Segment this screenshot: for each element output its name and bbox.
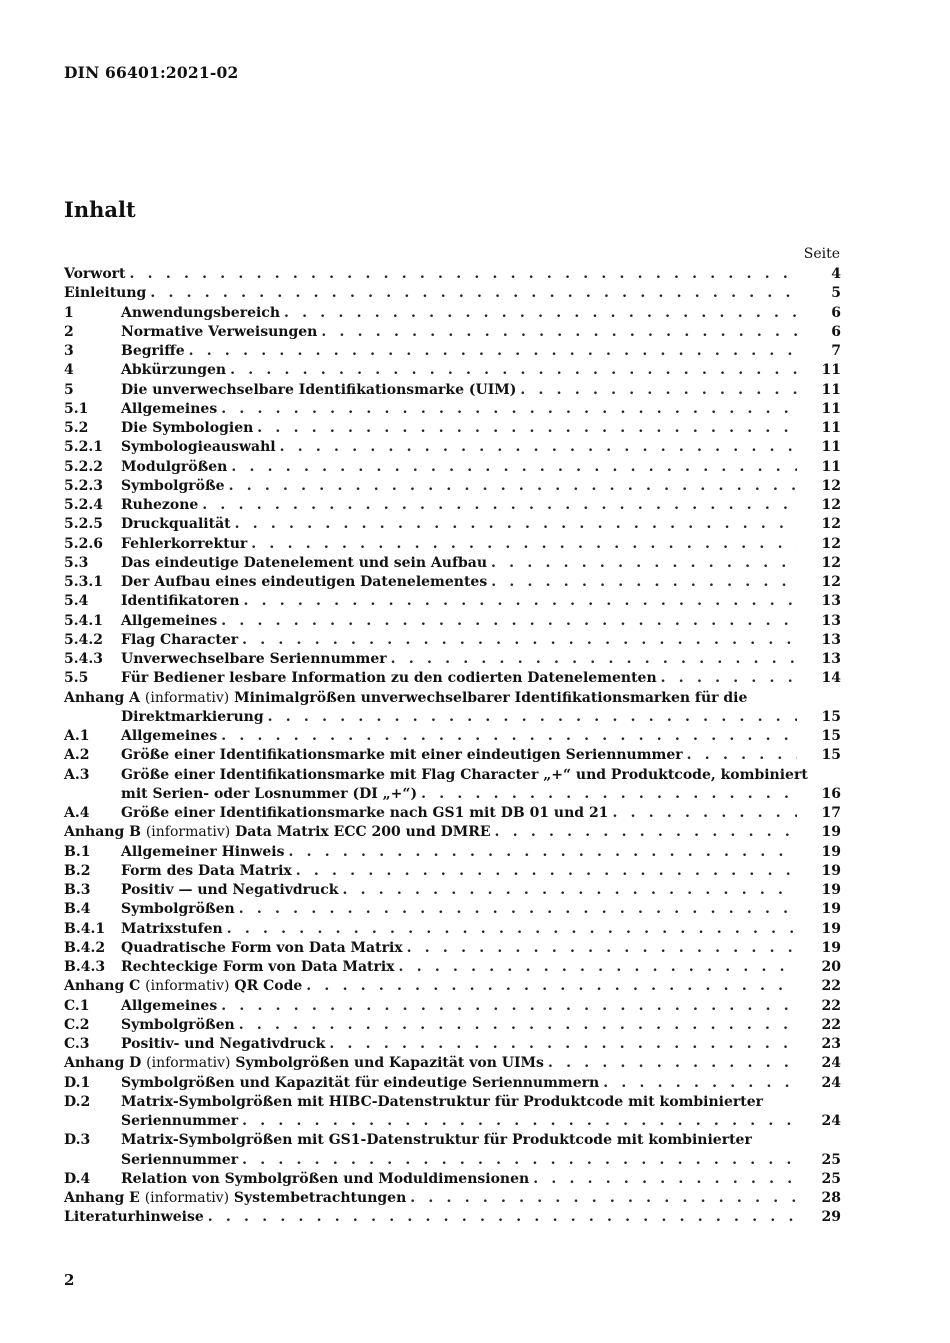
toc-entry-page: 19 [821, 939, 841, 956]
toc-entry-page: 11 [821, 439, 841, 456]
dot-leader [221, 997, 797, 1016]
toc-entry-page: 13 [821, 631, 841, 648]
toc-entry[interactable] [64, 1016, 841, 1035]
toc-entry-number: D.3 [64, 1132, 91, 1149]
dot-leader [661, 669, 797, 688]
dot-leader [284, 304, 797, 323]
toc-entry[interactable] [64, 650, 841, 669]
toc-entry-number: 5.2.6 [64, 535, 103, 552]
toc-entry[interactable] [64, 669, 841, 688]
toc-entry-page: 19 [821, 862, 841, 879]
toc-entry-page: 19 [821, 824, 841, 841]
toc-entry[interactable] [64, 1208, 841, 1227]
toc-entry-page: 23 [821, 1036, 841, 1052]
dot-leader [520, 381, 797, 400]
toc-entry-number: 5.4.3 [64, 651, 103, 667]
toc-entry[interactable] [64, 361, 841, 380]
toc-entry-title: Direktmarkierung [121, 708, 264, 725]
annex-label: Anhang B [64, 824, 141, 841]
toc-entry-number: D.4 [64, 1170, 91, 1187]
page-column-header: Seite [803, 246, 840, 262]
toc-entry-title: Normative Verweisungen [121, 323, 318, 340]
toc-entry-title: Relation von Symbolgrößen und Moduldimensionen [121, 1170, 530, 1187]
toc-entry-number: A.3 [64, 766, 90, 783]
toc-entry[interactable] [64, 689, 841, 728]
toc-entry-title: Flag Character [121, 631, 239, 648]
toc-entry-title: Abkürzungen [121, 362, 227, 379]
toc-entry[interactable] [64, 727, 841, 746]
toc-entry[interactable] [64, 862, 841, 881]
toc-entry-page: 13 [821, 651, 841, 667]
dot-leader [242, 631, 797, 650]
toc-entry[interactable] [64, 1054, 841, 1073]
toc-entry-title: Größe einer Identifikationsmarke mit Flag Character „+“ und Produktcode, kombiniert [121, 766, 808, 783]
toc-entry-title: Systembetrachtungen [233, 1190, 407, 1206]
toc-entry-title: Unverwechselbare Seriennummer [121, 651, 387, 667]
toc-entry[interactable] [64, 342, 841, 361]
dot-leader [239, 900, 797, 919]
toc-entry-title: Seriennummer [121, 1113, 239, 1129]
dot-leader [130, 265, 797, 284]
toc-entry[interactable] [64, 631, 841, 650]
toc-entry[interactable] [64, 977, 841, 996]
toc-entry[interactable] [64, 381, 841, 400]
dot-leader [251, 535, 797, 554]
toc-entry[interactable] [64, 438, 841, 457]
dot-leader [612, 804, 797, 823]
toc-entry-title: QR Code [234, 978, 303, 995]
toc-entry-page: 12 [821, 535, 841, 552]
toc-entry[interactable] [64, 304, 841, 323]
toc-entry-title: Allgemeines [121, 997, 218, 1014]
toc-entry-number: 5 [64, 381, 74, 398]
toc-entry[interactable] [64, 1170, 841, 1189]
toc-entry[interactable] [64, 1131, 841, 1170]
toc-entry-title: Allgemeines [121, 728, 218, 744]
toc-entry-number: C.2 [64, 1016, 90, 1033]
toc-entry-page: 22 [821, 997, 841, 1014]
toc-entry-number: C.1 [64, 997, 90, 1014]
toc-entry[interactable] [64, 1035, 841, 1054]
toc-entry-page: 17 [821, 805, 841, 821]
toc-entry-page: 19 [821, 843, 841, 860]
dot-leader [342, 881, 797, 900]
toc-entry[interactable] [64, 939, 841, 958]
toc-entry-title: Anwendungsbereich [121, 304, 280, 321]
toc-entry-page: 29 [821, 1209, 841, 1226]
dot-leader [221, 612, 797, 631]
dot-leader [306, 977, 797, 996]
toc-title: Inhalt [64, 197, 136, 222]
dot-leader [242, 1112, 797, 1131]
dot-leader [235, 515, 797, 534]
toc-entry[interactable] [64, 843, 841, 862]
toc-entry-number: 5.3 [64, 554, 89, 571]
toc-entry-page: 24 [821, 1074, 841, 1091]
toc-entry-title: Allgemeines [121, 612, 218, 629]
toc-entry[interactable] [64, 400, 841, 419]
toc-entry-page: 15 [821, 708, 841, 725]
toc-entry-page: 24 [821, 1113, 841, 1129]
toc-entry-page: 11 [821, 400, 841, 417]
toc-entry[interactable] [64, 766, 841, 805]
annex-label: Anhang D [64, 1055, 142, 1072]
toc-entry[interactable] [64, 496, 841, 515]
toc-entry-number: B.2 [64, 862, 91, 879]
annex-type: (informativ) [146, 1055, 231, 1072]
toc-entry-number: 5.2.3 [64, 477, 103, 494]
toc-entry-title: Die Symbologien [121, 420, 254, 436]
toc-entry-title: Allgemeines [121, 400, 218, 417]
annex-type: (informativ) [145, 824, 231, 841]
toc-entry-page: 16 [821, 785, 841, 802]
toc-entry-number: 4 [64, 362, 74, 379]
toc-entry-page: 20 [821, 959, 841, 975]
dot-leader [221, 400, 797, 419]
toc-entry-page: 4 [831, 266, 841, 282]
dot-leader [230, 361, 797, 380]
toc-entry[interactable] [64, 284, 841, 303]
toc-entry-page: 22 [821, 978, 841, 995]
toc-entry-title: Einleitung [64, 285, 147, 302]
toc-entry-page: 11 [821, 458, 841, 475]
toc-entry-page: 19 [821, 920, 841, 937]
dot-leader [202, 496, 797, 515]
toc-entry-title: Matrixstufen [121, 920, 223, 937]
dot-leader [687, 746, 797, 765]
dot-leader [329, 1035, 797, 1054]
toc-entry-title: Data Matrix ECC 200 und DMRE [235, 824, 491, 841]
toc-entry-number: D.2 [64, 1093, 91, 1110]
table-of-contents [64, 265, 841, 1228]
toc-entry-number: B.4.2 [64, 939, 106, 956]
dot-leader [421, 785, 797, 804]
annex-label: Anhang A [64, 689, 140, 706]
toc-entry[interactable] [64, 323, 841, 342]
dot-leader [399, 958, 797, 977]
toc-entry[interactable] [64, 823, 841, 842]
toc-entry-title: Symbolgrößen [121, 1016, 235, 1033]
dot-leader [296, 862, 797, 881]
toc-entry-title: Form des Data Matrix [121, 862, 292, 879]
dot-leader [227, 920, 797, 939]
toc-entry[interactable] [64, 535, 841, 554]
toc-entry[interactable] [64, 515, 841, 534]
toc-entry-title: Symbolgröße [121, 477, 225, 494]
toc-entry-number: 1 [64, 304, 74, 321]
toc-entry-number: 5.3.1 [64, 574, 103, 590]
toc-entry-title: Identifikatoren [121, 593, 240, 610]
toc-entry[interactable] [64, 746, 841, 765]
dot-leader [242, 1151, 797, 1170]
dot-leader [231, 458, 797, 477]
annex-label: Anhang C [64, 978, 141, 995]
dot-leader [321, 323, 797, 342]
toc-entry[interactable] [64, 958, 841, 977]
toc-entry[interactable] [64, 573, 841, 592]
document-id: DIN 66401:2021-02 [64, 63, 239, 82]
toc-entry-title: Positiv — und Negativdruck [121, 882, 339, 898]
toc-entry-page: 13 [821, 612, 841, 629]
toc-entry-number: 5.4 [64, 593, 89, 610]
toc-entry-page: 12 [821, 477, 841, 494]
toc-entry-number: C.3 [64, 1036, 90, 1052]
dot-leader [243, 592, 797, 611]
toc-entry[interactable] [64, 419, 841, 438]
toc-entry[interactable] [64, 265, 841, 284]
dot-leader [257, 419, 797, 438]
toc-entry[interactable] [64, 1093, 841, 1132]
toc-entry-number: A.1 [64, 728, 90, 744]
toc-entry[interactable] [64, 900, 841, 919]
annex-label: Anhang E [64, 1190, 140, 1206]
dot-leader [208, 1208, 797, 1227]
toc-entry-page: 6 [831, 304, 841, 321]
dot-leader [268, 708, 797, 727]
toc-entry-title: Ruhezone [121, 497, 199, 513]
toc-entry-title: Begriffe [121, 343, 185, 359]
toc-entry[interactable] [64, 458, 841, 477]
toc-entry-number: 5.2.1 [64, 439, 103, 456]
dot-leader [280, 438, 797, 457]
dot-leader [288, 843, 797, 862]
toc-entry-page: 12 [821, 516, 841, 533]
toc-entry-title: Seriennummer [121, 1151, 239, 1168]
toc-entry-title: Fehlerkorrektur [121, 535, 248, 552]
annex-type: (informativ) [144, 1190, 230, 1206]
toc-entry-page: 19 [821, 882, 841, 898]
toc-entry-title: Symbolgrößen [121, 901, 235, 918]
toc-entry[interactable] [64, 1189, 841, 1208]
dot-leader [491, 554, 797, 573]
toc-entry-page: 14 [821, 670, 841, 687]
toc-entry-number: 2 [64, 323, 74, 340]
toc-entry-title: Symbologieauswahl [121, 439, 276, 456]
toc-entry-page: 24 [821, 1055, 841, 1072]
toc-entry-number: 5.4.2 [64, 631, 103, 648]
dot-leader [548, 1054, 797, 1073]
toc-entry-number: A.4 [64, 805, 90, 821]
toc-entry-number: B.4 [64, 901, 91, 918]
toc-entry-number: 5.2.2 [64, 458, 103, 475]
toc-entry-title: Modulgrößen [121, 458, 228, 475]
dot-leader [495, 823, 797, 842]
toc-entry[interactable] [64, 477, 841, 496]
toc-entry-number: 5.1 [64, 400, 89, 417]
toc-entry[interactable] [64, 554, 841, 573]
toc-entry-page: 15 [821, 747, 841, 764]
toc-entry-number: 5.2.4 [64, 497, 103, 513]
toc-entry[interactable] [64, 804, 841, 823]
toc-entry-number: A.2 [64, 747, 90, 764]
toc-entry-title: Literaturhinweise [64, 1209, 204, 1226]
dot-leader [189, 342, 797, 361]
toc-entry[interactable] [64, 881, 841, 900]
toc-entry[interactable] [64, 920, 841, 939]
toc-entry[interactable] [64, 612, 841, 631]
toc-entry-number: 3 [64, 343, 74, 359]
toc-entry-number: B.1 [64, 843, 91, 860]
annex-type: (informativ) [144, 689, 230, 706]
toc-entry-number: 5.2 [64, 420, 89, 436]
toc-entry-title: Druckqualität [121, 516, 231, 533]
toc-entry-page: 28 [821, 1190, 841, 1206]
toc-entry-page: 7 [831, 343, 841, 359]
toc-entry[interactable] [64, 997, 841, 1016]
toc-entry-page: 12 [821, 574, 841, 590]
toc-entry-title: Quadratische Form von Data Matrix [121, 939, 403, 956]
dot-leader [533, 1170, 797, 1189]
toc-entry-number: 5.5 [64, 670, 89, 687]
toc-entry-title: Matrix-Symbolgrößen mit HIBC-Datenstruktur für Produktcode mit kombinierter [121, 1093, 764, 1110]
page-number: 2 [64, 1271, 75, 1289]
toc-entry-title: Matrix-Symbolgrößen mit GS1-Datenstruktur für Produktcode mit kombinierter [121, 1132, 752, 1149]
toc-entry-page: 12 [821, 497, 841, 513]
toc-entry[interactable] [64, 1074, 841, 1093]
toc-entry-page: 6 [831, 323, 841, 340]
toc-entry-title: Größe einer Identifikationsmarke nach GS1 mit DB 01 und 21 [121, 805, 609, 821]
dot-leader [407, 939, 797, 958]
dot-leader [491, 573, 797, 592]
toc-entry-title: Symbolgrößen und Kapazität von UIMs [235, 1055, 544, 1072]
toc-entry-title: Vorwort [64, 266, 126, 282]
toc-entry-page: 11 [821, 362, 841, 379]
toc-entry-title: Größe einer Identifikationsmarke mit einer eindeutigen Seriennummer [121, 747, 683, 764]
toc-entry-page: 12 [821, 554, 841, 571]
toc-entry-page: 25 [821, 1170, 841, 1187]
toc-entry-title: Symbolgrößen und Kapazität für eindeutige Seriennummern [121, 1074, 600, 1091]
toc-entry-page: 13 [821, 593, 841, 610]
toc-entry-title: Das eindeutige Datenelement und sein Aufbau [121, 554, 488, 571]
toc-entry[interactable] [64, 592, 841, 611]
toc-entry-page: 25 [821, 1151, 841, 1168]
toc-entry-title: Die unverwechselbare Identifikationsmarke (UIM) [121, 381, 517, 398]
dot-leader [229, 477, 797, 496]
toc-entry-page: 19 [821, 901, 841, 918]
dot-leader [221, 727, 797, 746]
dot-leader [391, 650, 797, 669]
toc-entry-title: Der Aufbau eines eindeutigen Datenelementes [121, 574, 488, 590]
annex-type: (informativ) [145, 978, 230, 995]
toc-entry-page: 11 [821, 420, 841, 436]
toc-entry-title: Allgemeiner Hinweis [121, 843, 285, 860]
toc-entry-number: B.3 [64, 882, 91, 898]
toc-entry-title: mit Serien- oder Losnummer (DI „+“) [121, 785, 418, 802]
toc-entry-page: 11 [821, 381, 841, 398]
dot-leader [410, 1189, 797, 1208]
toc-entry-title: Positiv- und Negativdruck [121, 1036, 326, 1052]
toc-entry-page: 5 [831, 285, 841, 302]
dot-leader [150, 284, 797, 303]
toc-entry-page: 22 [821, 1016, 841, 1033]
toc-entry-number: B.4.3 [64, 959, 106, 975]
toc-entry-title: Rechteckige Form von Data Matrix [121, 959, 395, 975]
toc-entry-number: D.1 [64, 1074, 91, 1091]
toc-entry-title: Minimalgrößen unverwechselbarer Identifikationsmarken für die [234, 689, 748, 706]
toc-entry-number: B.4.1 [64, 920, 106, 937]
toc-entry-title: Für Bediener lesbare Information zu den codierten Datenelementen [121, 670, 657, 687]
dot-leader [603, 1074, 797, 1093]
toc-entry-number: 5.2.5 [64, 516, 103, 533]
toc-entry-page: 15 [821, 728, 841, 744]
toc-entry-number: 5.4.1 [64, 612, 103, 629]
dot-leader [239, 1016, 797, 1035]
